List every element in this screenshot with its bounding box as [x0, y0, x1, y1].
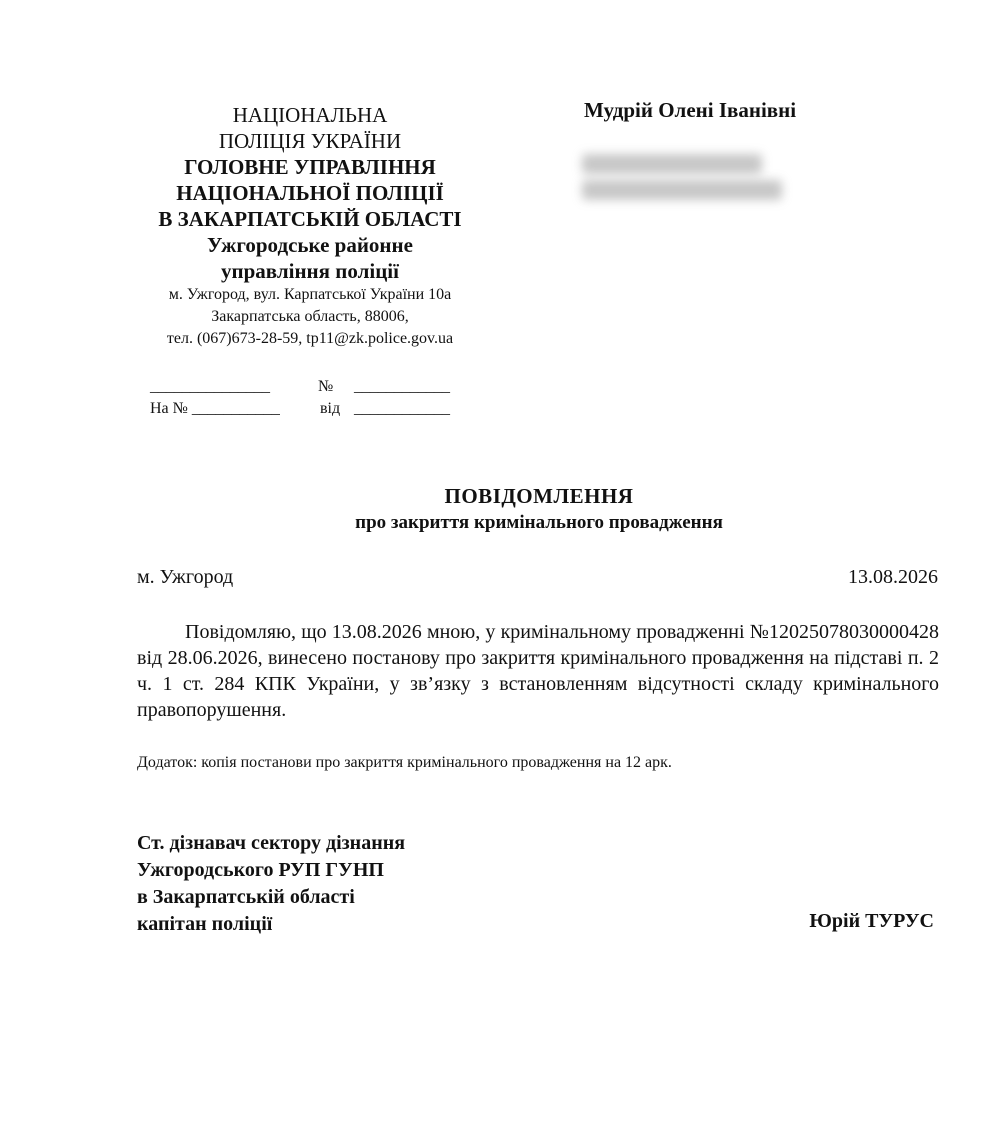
letterhead-line-3: ГОЛОВНЕ УПРАВЛІННЯ	[184, 155, 436, 179]
signatory-position-line-3: в Закарпатській області	[137, 886, 355, 908]
letterhead-address-2: Закарпатська область, 88006,	[211, 308, 409, 325]
document-date: 13.08.2026	[848, 566, 938, 588]
incoming-from-label: від	[320, 400, 341, 417]
registration-row-incoming	[150, 398, 470, 420]
letterhead-line-5: В ЗАКАРПАТСЬКІЙ ОБЛАСТІ	[158, 207, 462, 231]
signatory-position-line-4: капітан поліції	[137, 913, 273, 935]
letterhead-line-6: Ужгородське районне	[207, 233, 413, 257]
document-annex: Додаток: копія постанови про закриття кримінального провадження на 12 арк.	[137, 754, 672, 771]
letterhead-line-7: управління поліції	[221, 259, 399, 283]
letterhead-address-1: м. Ужгород, вул. Карпатської України 10а	[168, 286, 452, 303]
signatory-position-line-1: Ст. дізнавач сектору дізнання	[137, 832, 406, 854]
document-title: ПОВІДОМЛЕННЯ	[444, 484, 634, 508]
document-city: м. Ужгород	[137, 566, 234, 588]
registration-row-outgoing	[150, 376, 470, 398]
outgoing-date-blank: _______________	[150, 378, 270, 395]
document-subtitle: про закриття кримінального провадження	[355, 512, 723, 533]
incoming-number-field: На № ___________	[150, 400, 280, 417]
document-body: Повідомляю, що 13.08.2026 мною, у кримінальному провадженні №12025078030000428 від 28.06.2026, винесено постанову про закриття кримінального провадження на підставі п. 2 ч. 1 ст. 284 КПК України, у зв’язку з встановленням відсутності складу кримінального правопорушення.	[137, 621, 939, 721]
signatory-position	[137, 830, 405, 938]
letterhead-address-3: тел. (067)673-28-59, tp11@zk.police.gov.ua	[166, 330, 454, 347]
recipient-name: Мудрій Олені Іванівні	[584, 98, 797, 122]
letterhead-line-2: ПОЛІЦІЯ УКРАЇНИ	[218, 129, 402, 153]
letterhead	[110, 102, 510, 350]
incoming-date-blank: ____________	[354, 400, 450, 417]
letterhead-line-4: НАЦІОНАЛЬНОЇ ПОЛІЦІЇ	[176, 181, 444, 205]
recipient-address-redacted-2	[582, 180, 782, 200]
signatory-name: Юрій ТУРУС	[809, 910, 934, 932]
outgoing-number-blank: ____________	[354, 378, 450, 395]
outgoing-number-label: №	[318, 378, 334, 395]
letterhead-line-1: НАЦІОНАЛЬНА	[232, 103, 388, 127]
registration-block	[150, 376, 470, 420]
signatory-position-line-2: Ужгородського РУП ГУНП	[137, 859, 384, 881]
recipient-address-redacted-1	[582, 154, 762, 174]
